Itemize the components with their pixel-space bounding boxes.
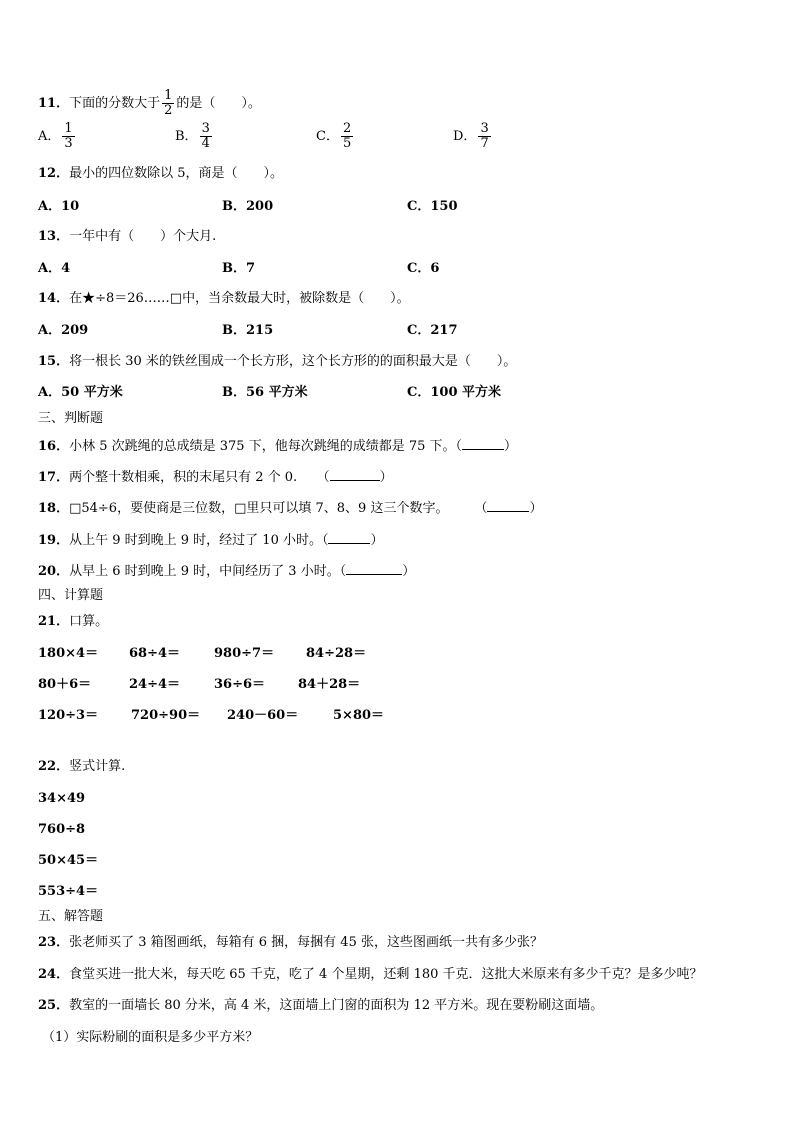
option-b[interactable]: B．200 [222, 199, 274, 214]
oral-calc-item: 36÷6＝ [214, 677, 266, 692]
question-16: 16．小林 5 次跳绳的总成绩是 375 下，他每次跳绳的成绩都是 75 下。（ ） [38, 439, 518, 454]
oral-calc-item: 24÷4＝ [129, 677, 181, 692]
question-19: 19．从上午 9 时到晚上 9 时，经过了 10 小时。（ ） [38, 533, 384, 548]
oral-calc-item: 240－60＝ [227, 708, 299, 723]
answer-blank[interactable] [462, 437, 504, 450]
answer-blank[interactable] [328, 531, 370, 544]
question-text: 下面的分数大于 [69, 96, 161, 111]
option-a[interactable]: A．50 平方米 [38, 385, 123, 400]
vertical-calc-item: 34×49 [38, 791, 86, 806]
question-24: 24．食堂买进一批大米，每天吃 65 千克，吃了 4 个星期，还剩 180 千克．这批大米原来有多少千克？是多少吨？ [38, 967, 703, 982]
question-22: 22．竖式计算. [38, 759, 126, 774]
option-b[interactable]: B．215 [222, 323, 274, 338]
question-14: 14．在★÷8＝26……□中，当余数最大时，被除数是（ ）。 [38, 291, 410, 306]
question-12: 12．最小的四位数除以 5，商是（ ）。 [38, 166, 283, 181]
answer-blank[interactable] [346, 562, 402, 575]
answer-blank[interactable] [330, 468, 380, 481]
oral-calc-item: 120÷3＝ [38, 708, 99, 723]
question-text-end: 的是（ ）。 [176, 96, 261, 111]
vertical-calc-item: 553÷4＝ [38, 884, 99, 899]
oral-calc-item: 80＋6＝ [38, 677, 92, 692]
oral-calc-item: 84÷28＝ [306, 646, 367, 661]
question-25-part-1: （1）实际粉刷的面积是多少平方米？ [42, 1030, 259, 1045]
option-c[interactable]: C．6 [407, 261, 440, 276]
vertical-calc-item: 760÷8 [38, 822, 86, 837]
option-a[interactable]: A．4 [38, 261, 71, 276]
question-17: 17．两个整十数相乘，积的末尾只有 2 个 0. （ ） [38, 470, 393, 485]
oral-calc-item: 84＋28＝ [298, 677, 361, 692]
section-heading-calculation: 四、计算题 [38, 588, 104, 603]
fraction-option-d: $\frac{3}{7}$ [480, 121, 489, 151]
question-number: 11． [38, 96, 70, 111]
fraction-one-half: $\frac{1}{2}$ [164, 88, 173, 118]
option-b[interactable]: B．56 平方米 [222, 385, 308, 400]
fraction-option-c: $\frac{2}{5}$ [342, 121, 352, 151]
section-heading-judgment: 三、判断题 [38, 411, 104, 426]
question-18: 18．□54÷6，要使商是三位数，□里只可以填 7、8、9 这三个数字。 （ ） [38, 501, 543, 516]
question-20: 20．从早上 6 时到晚上 9 时，中间经历了 3 小时。（ ） [38, 564, 416, 579]
question-15: 15．将一根长 30 米的铁丝围成一个长方形，这个长方形的的面积最大是（ ）。 [38, 354, 517, 369]
section-heading-word-problems: 五、解答题 [38, 909, 104, 924]
oral-calc-item: 5×80＝ [333, 708, 385, 723]
oral-calc-item: 980÷7＝ [214, 646, 275, 661]
option-a[interactable]: A．209 [38, 323, 89, 338]
question-25: 25．教室的一面墙长 80 分米，高 4 米，这面墙上门窗的面积为 12 平方米。现在要粉刷这面墙。 [38, 998, 604, 1013]
vertical-calc-item: 50×45＝ [38, 853, 99, 868]
question-13: 13．一年中有（ ）个大月. [38, 229, 217, 244]
option-d[interactable]: D． $\frac{3}{7}$ [453, 121, 489, 151]
question-23: 23．张老师买了 3 箱图画纸，每箱有 6 捆，每捆有 45 张，这些图画纸一共有多少张？ [38, 935, 543, 950]
oral-calc-item: 68÷4＝ [129, 646, 181, 661]
option-c[interactable]: C．100 平方米 [407, 385, 502, 400]
option-b[interactable]: B．7 [222, 261, 256, 276]
option-c[interactable]: C． $\frac{2}{5}$ [316, 121, 352, 151]
question-21: 21．口算。 [38, 614, 109, 629]
option-a[interactable]: A． $\frac{1}{3}$ [38, 121, 73, 151]
fraction-option-b: $\frac{3}{4}$ [201, 121, 210, 151]
option-a[interactable]: A．10 [38, 199, 80, 214]
oral-calc-item: 180×4＝ [38, 646, 99, 661]
question-11 [38, 89, 261, 118]
option-c[interactable]: C．150 [407, 199, 458, 214]
option-c[interactable]: C．217 [407, 323, 458, 338]
answer-blank[interactable] [487, 499, 529, 512]
option-b[interactable]: B． $\frac{3}{4}$ [175, 121, 210, 151]
oral-calc-item: 720÷90＝ [131, 708, 201, 723]
fraction-option-a: $\frac{1}{3}$ [64, 121, 73, 151]
